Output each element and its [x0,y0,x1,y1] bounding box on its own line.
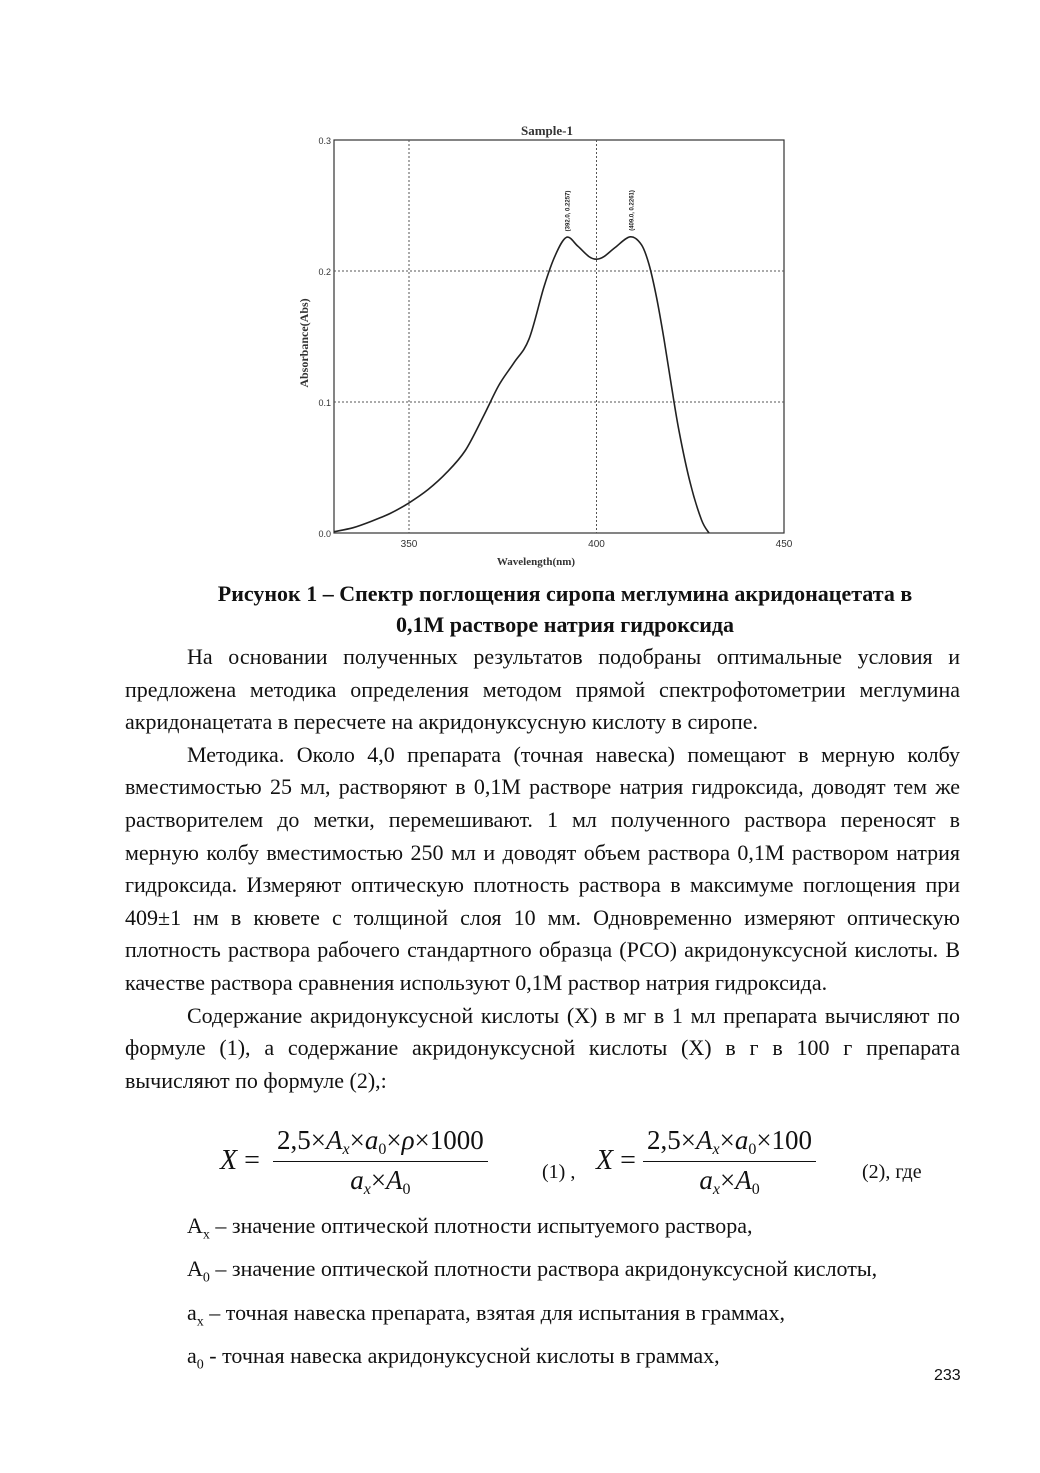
formula-2-fraction: $\frac{2,5\times A_x\times a0\times 100}{a_x\times A0}$ [643,1125,816,1199]
y-tick-label: 0.1 [318,398,331,408]
body-text [125,641,960,1097]
formula-row [220,1125,980,1215]
peak-label: (409.0, 0.2261) [629,190,636,231]
plot-frame [334,140,784,533]
y-tick-label: 0.0 [318,529,331,539]
x-tick-label: 400 [588,539,605,550]
x-tick-label: 450 [775,539,793,550]
formula-1-number: (1) , [542,1161,576,1183]
peak-label: (392.0, 0.2257) [565,190,572,232]
figure-caption-line-1: Рисунок 1 – Спектр поглощения сиропа меглумина акридонацетата в [217,581,913,606]
definition-ax: $А_х$ – значение оптической плотности испытуемого раствора, [187,1213,753,1243]
y-tick-labels [318,136,331,539]
x-tick-labels [401,539,793,550]
y-tick-label: 0.2 [318,267,331,277]
y-axis-label: Absorbance(Abs) [297,298,311,388]
variable-definitions [187,1209,877,1383]
y-tick-label: 0.3 [318,136,331,146]
formula-2-number: (2), где [862,1161,922,1183]
x-axis-label: Wavelength(nm) [496,556,576,568]
paragraph-intro: На основании полученных результатов подобраны оптимальные условия и предложена методика определения методом прямой спектрофотометрии меглумина акридонацетата в пересчете на акридонуксусную кислоту в сиропе. [125,644,960,735]
spectrum-chart [297,115,810,575]
figure-caption-line-2: 0,1М растворе натрия гидроксида [395,612,735,637]
formula-1-lhs: X = [220,1145,260,1176]
x-tick-label: 350 [400,539,418,550]
formula-1-fraction: $\frac{2,5\times A_x\times a0\times\rho\times 1000}{a_x\times A0}$ [273,1125,488,1199]
formula-2-lhs: X = [596,1145,636,1176]
plot-grid [334,140,784,533]
series-line-absorbance [334,237,709,533]
definition-a0: $А_0$ – значение оптической плотности раствора акридонуксусной кислоты, [187,1256,878,1286]
peak-labels [566,190,636,231]
paragraph-content: Содержание акридонуксусной кислоты (Х) в мг в 1 мл препарата вычисляют по формуле (1), а содержание акридонуксусной кислоты (Х) в г в 100 г препарата вычисляют по формуле (2),: [125,1002,960,1093]
definition-weight-0: $а_0$ - точная навеска акридонуксусной кислоты в граммах, [187,1343,720,1373]
paragraph-method: Методика. Около 4,0 препарата (точная навеска) помещают в мерную колбу вместимостью 25 мл, растворяют в 0,1М растворе натрия гидроксида, доводят тем же растворителем до метки, перемешивают. 1 мл полученного раствора переносят в мерную колбу вместимостью 250 мл и доводят объем раствора 0,1М раствором натрия гидроксида. Измеряют оптическую плотность раствора в максимуме поглощения при 409±1 нм в кювете с толщиной слоя 10 мм. Одновременно измеряют оптическую плотность раствора рабочего стандартного образца (РСО) акридонуксусной кислоты. В качестве раствора сравнения используют 0,1М раствор натрия гидроксида. [125,741,960,995]
chart-title: Sample-1 [521,123,573,138]
definition-weight-x: $а_х$ – точная навеска препарата, взятая для испытания в граммах, [187,1299,785,1330]
page-number: 233 [934,1367,961,1384]
